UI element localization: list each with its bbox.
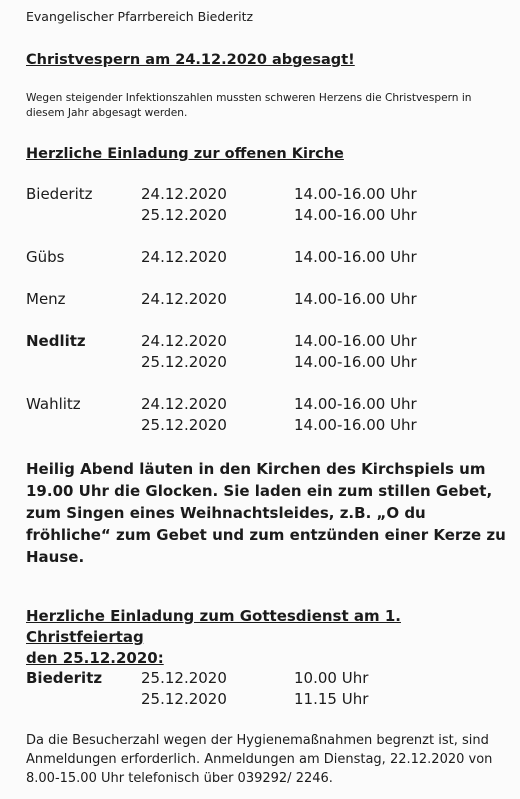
- schedule-row: [26, 289, 506, 310]
- place-name: Nedlitz: [26, 332, 86, 350]
- open-church-heading: Herzliche Einladung zur offenen Kirche: [26, 146, 344, 162]
- cancellation-note: Wegen steigender Infektionszahlen mussten schweren Herzens die Christvespern in diesem Jahr abgesagt werden.: [26, 92, 472, 119]
- schedule-row: [26, 331, 506, 352]
- bells-paragraph: Heilig Abend läuten in den Kirchen des Kirchspiels um 19.00 Uhr die Glocken. Sie laden ein zum stillen Gebet, zum Singen eines Weihnachtsleides, z.B. „O du fröhliche“ zum Gebet und zum entzünden einer Kerze zu Hause.: [26, 460, 506, 566]
- place-name: Wahlitz: [26, 395, 81, 413]
- schedule-row: [26, 394, 506, 415]
- date: 24.12.2020: [141, 248, 227, 266]
- date: 24.12.2020: [141, 332, 227, 350]
- place-name: Biederitz: [26, 185, 93, 203]
- time: 14.00-16.00 Uhr: [294, 290, 417, 308]
- parish-header: Evangelischer Pfarrbereich Biederitz: [26, 9, 254, 24]
- schedule-row: [26, 205, 506, 226]
- place-name: Menz: [26, 290, 66, 308]
- date: 24.12.2020: [141, 395, 227, 413]
- date: 25.12.2020: [141, 206, 227, 224]
- time: 14.00-16.00 Uhr: [294, 353, 417, 371]
- place-name: Gübs: [26, 248, 65, 266]
- time: 14.00-16.00 Uhr: [294, 416, 417, 434]
- time: 14.00-16.00 Uhr: [294, 248, 417, 266]
- date: 24.12.2020: [141, 290, 227, 308]
- schedule-row: [26, 668, 506, 689]
- time: 14.00-16.00 Uhr: [294, 332, 417, 350]
- open-church-schedule: [26, 184, 506, 436]
- date: 25.12.2020: [141, 353, 227, 371]
- time: 11.15 Uhr: [294, 690, 369, 708]
- time: 14.00-16.00 Uhr: [294, 206, 417, 224]
- schedule-row: [26, 247, 506, 268]
- date: 25.12.2020: [141, 669, 227, 687]
- time: 14.00-16.00 Uhr: [294, 395, 417, 413]
- service-schedule: [26, 668, 506, 710]
- date: 25.12.2020: [141, 416, 227, 434]
- date: 25.12.2020: [141, 690, 227, 708]
- registration-note: Da die Besucherzahl wegen der Hygienemaßnahmen begrenzt ist, sind Anmeldungen erforderlich. Anmeldungen am Dienstag, 22.12.2020 von 8.00-15.00 Uhr telefonisch über 039292/ 2246.: [26, 733, 493, 786]
- service-heading: [26, 606, 520, 669]
- schedule-row: [26, 352, 506, 373]
- time: 10.00 Uhr: [294, 669, 369, 687]
- schedule-row: [26, 184, 506, 205]
- schedule-row: [26, 689, 506, 710]
- place-name: Biederitz: [26, 669, 103, 687]
- service-heading-line: den 25.12.2020:: [26, 649, 164, 667]
- time: 14.00-16.00 Uhr: [294, 185, 417, 203]
- service-heading-line: Herzliche Einladung zum Gottesdienst am 1. Christfeiertag: [26, 607, 401, 646]
- cancellation-heading: Christvespern am 24.12.2020 abgesagt!: [26, 52, 355, 68]
- date: 24.12.2020: [141, 185, 227, 203]
- schedule-row: [26, 415, 506, 436]
